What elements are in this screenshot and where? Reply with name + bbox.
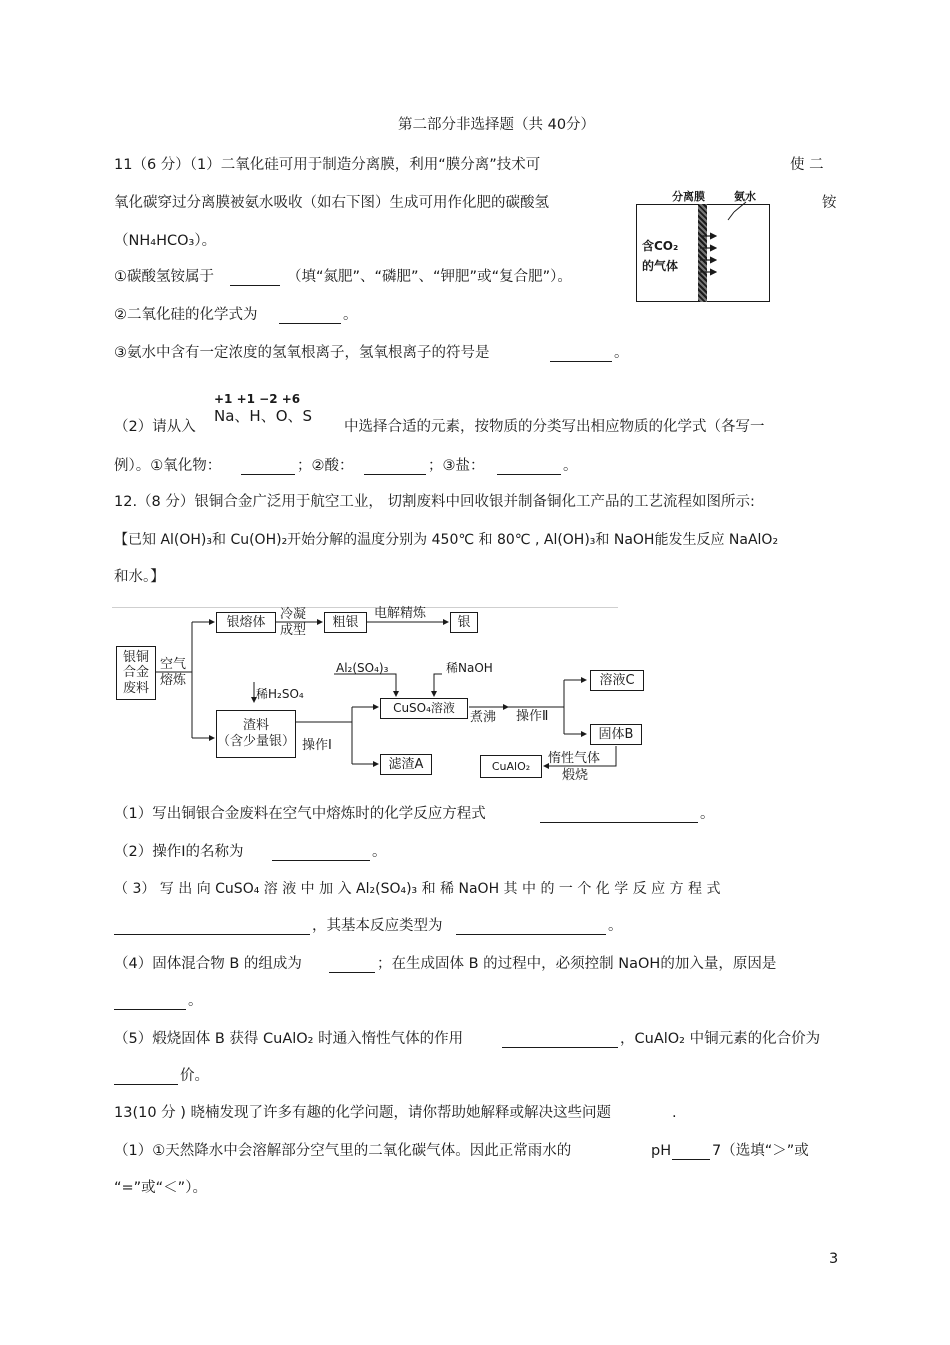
- flow-al2so4: Al₂(SO₄)₃: [336, 661, 389, 675]
- q11-line1-right: 使 二: [790, 157, 824, 173]
- q11-sub1-text: ①碳酸氢铵属于: [114, 269, 214, 285]
- flow-silver: 银: [450, 612, 478, 633]
- answer-blank[interactable]: [114, 1009, 186, 1010]
- q11-line1: 11（6 分）（1）二氧化硅可用于制造分离膜，利用“膜分离”技术可: [114, 157, 541, 173]
- q12-s2-end: 。: [372, 844, 387, 860]
- section-title: 第二部分非选择题（共 40分）: [398, 117, 596, 133]
- answer-blank[interactable]: [230, 285, 280, 286]
- q11-line2: 氧化碳穿过分离膜被氨水吸收（如右下图）生成可用作化肥的碳酸氢: [114, 195, 549, 211]
- flow-air: 空气: [160, 657, 187, 672]
- flow-op2: 操作Ⅱ: [516, 709, 549, 724]
- answer-blank[interactable]: [540, 822, 698, 823]
- q12-line1: 12.（8 分）银铜合金广泛用于航空工业， 切割废料中回收银并制备铜化工产品的工艺流程如图所示:: [114, 494, 755, 510]
- q13-line1-end: .: [672, 1105, 677, 1121]
- answer-blank[interactable]: [329, 972, 375, 973]
- q12-known-end: 和水。】: [114, 569, 165, 585]
- ammonia-label: 氨水: [734, 190, 756, 203]
- flow-cool1: 冷凝: [280, 607, 307, 622]
- q12-s5-end: 价。: [180, 1068, 209, 1084]
- answer-blank[interactable]: [364, 474, 426, 475]
- membrane-diagram: [636, 190, 771, 302]
- q12-s5-valence: ，CuAlO₂ 中铜元素的化合价为: [620, 1031, 821, 1047]
- flow-slag-1: 渣料: [242, 718, 269, 734]
- q11-part2-salt: ；③盐：: [428, 458, 485, 474]
- flow-calcine: 煅烧: [562, 768, 589, 783]
- membrane-label: 分离膜: [672, 190, 705, 203]
- page-number: 3: [829, 1251, 839, 1267]
- gas-label-1: 含CO₂: [642, 239, 679, 253]
- q12-s5: （5）煅烧固体 B 获得 CuAlO₂ 时通入惰性气体的作用: [114, 1031, 464, 1047]
- answer-blank[interactable]: [672, 1159, 710, 1160]
- q12-s3: （ 3） 写 出 向 CuSO₄ 溶 液 中 加 入 Al₂(SO₄)₃ 和 稀 NaOH 其 中 的 一 个 化 学 反 应 方 程 式: [114, 881, 721, 897]
- diagram-arrows: [636, 190, 771, 302]
- flow-slag: [216, 710, 296, 758]
- flow-crude: 粗银: [324, 612, 367, 633]
- flow-waste-label: 银铜 合金 废料: [122, 649, 149, 696]
- element-symbols: Na、H、O、S: [214, 407, 313, 425]
- q11-sub3-text: ③氨水中含有一定浓度的氢氧根离子，氢氧根离子的符号是: [114, 345, 490, 361]
- flow-smelt: 熔炼: [160, 673, 187, 688]
- q13-s1: （1）①天然降水中会溶解部分空气里的二氧化碳气体。因此正常雨水的: [114, 1143, 572, 1159]
- flow-refine: 电解精炼: [374, 606, 427, 621]
- q11-line2-right: 铵: [822, 195, 837, 211]
- answer-blank[interactable]: [456, 934, 606, 935]
- q12-s4: （4）固体混合物 B 的组成为: [114, 956, 302, 972]
- flow-cool2: 成型: [280, 623, 307, 638]
- flow-acid: 稀H₂SO₄: [256, 687, 304, 701]
- q12-s4-end: 。: [188, 993, 203, 1009]
- q11-line3: （NH₄HCO₃）。: [114, 233, 217, 249]
- flow-cuso4: CuSO₄溶液: [380, 698, 468, 719]
- flow-cualo2: CuAlO₂: [480, 755, 542, 778]
- q11-sub3-end: 。: [614, 345, 629, 361]
- flow-solC: 溶液C: [590, 670, 644, 691]
- q12-s4-reason: ；在生成固体 B 的过程中，必须控制 NaOH的加入量，原因是: [377, 956, 777, 972]
- element-valences: +1 +1 −2 +6: [214, 392, 301, 406]
- process-flowchart: [112, 602, 646, 792]
- q13-s1-options: 7（选填“＞”或: [712, 1143, 809, 1159]
- q11-part2-end: 。: [563, 458, 578, 474]
- flow-waste: [116, 646, 156, 700]
- q11-sub2-text: ②二氧化硅的化学式为: [114, 307, 258, 323]
- answer-blank[interactable]: [497, 474, 561, 475]
- q11-part2-acid: ；②酸：: [297, 458, 354, 474]
- flow-slag-2: （含少量银）: [217, 734, 296, 749]
- answer-blank[interactable]: [279, 323, 341, 324]
- q11-sub2-end: 。: [343, 307, 358, 323]
- q12-s3-type: ，其基本反应类型为: [312, 918, 443, 934]
- answer-blank[interactable]: [272, 860, 370, 861]
- q12-s1-end: 。: [700, 806, 715, 822]
- q12-s2: （2）操作Ⅰ的名称为: [114, 844, 244, 860]
- q11-sub1-options: （填“氮肥”、“磷肥”、“钾肥”或“复合肥”）。: [287, 269, 572, 285]
- flow-inert: 惰性气体: [548, 751, 601, 766]
- answer-blank[interactable]: [550, 361, 612, 362]
- answer-blank[interactable]: [114, 934, 310, 935]
- q13-s1-options-2: “=”或“＜”）。: [114, 1180, 207, 1196]
- q12-s3-end: 。: [608, 918, 623, 934]
- answer-blank[interactable]: [241, 474, 295, 475]
- flow-naoh: 稀NaOH: [446, 661, 493, 675]
- q12-known: 【已知 Al(OH)₃和 Cu(OH)₂开始分解的温度分别为 450℃ 和 80℃ , Al(OH)₃和 NaOH能发生反应 NaAlO₂: [114, 532, 779, 548]
- gas-label-2: 的气体: [642, 259, 679, 273]
- q11-part2-intro: （2）请从入: [114, 419, 196, 435]
- q12-s1: （1）写出铜银合金废料在空气中熔炼时的化学反应方程式: [114, 806, 486, 822]
- answer-blank[interactable]: [502, 1047, 618, 1048]
- q11-part2-text: 中选择合适的元素，按物质的分类写出相应物质的化学式（各写一: [344, 419, 765, 435]
- flow-op1: 操作Ⅰ: [302, 738, 332, 753]
- q13-s1-ph: pH: [651, 1143, 672, 1159]
- flow-boil: 煮沸: [470, 710, 497, 725]
- flow-solidB: 固体B: [590, 724, 642, 745]
- flow-residueA: 滤渣A: [380, 754, 432, 775]
- answer-blank[interactable]: [114, 1084, 178, 1085]
- q11-part2-oxide: 例）。①氧化物：: [114, 458, 222, 474]
- flow-melt: 银熔体: [216, 612, 276, 633]
- q13-line1: 13(10 分 ) 晓楠发现了许多有趣的化学问题，请你帮助她解释或解决这些问题: [114, 1105, 612, 1121]
